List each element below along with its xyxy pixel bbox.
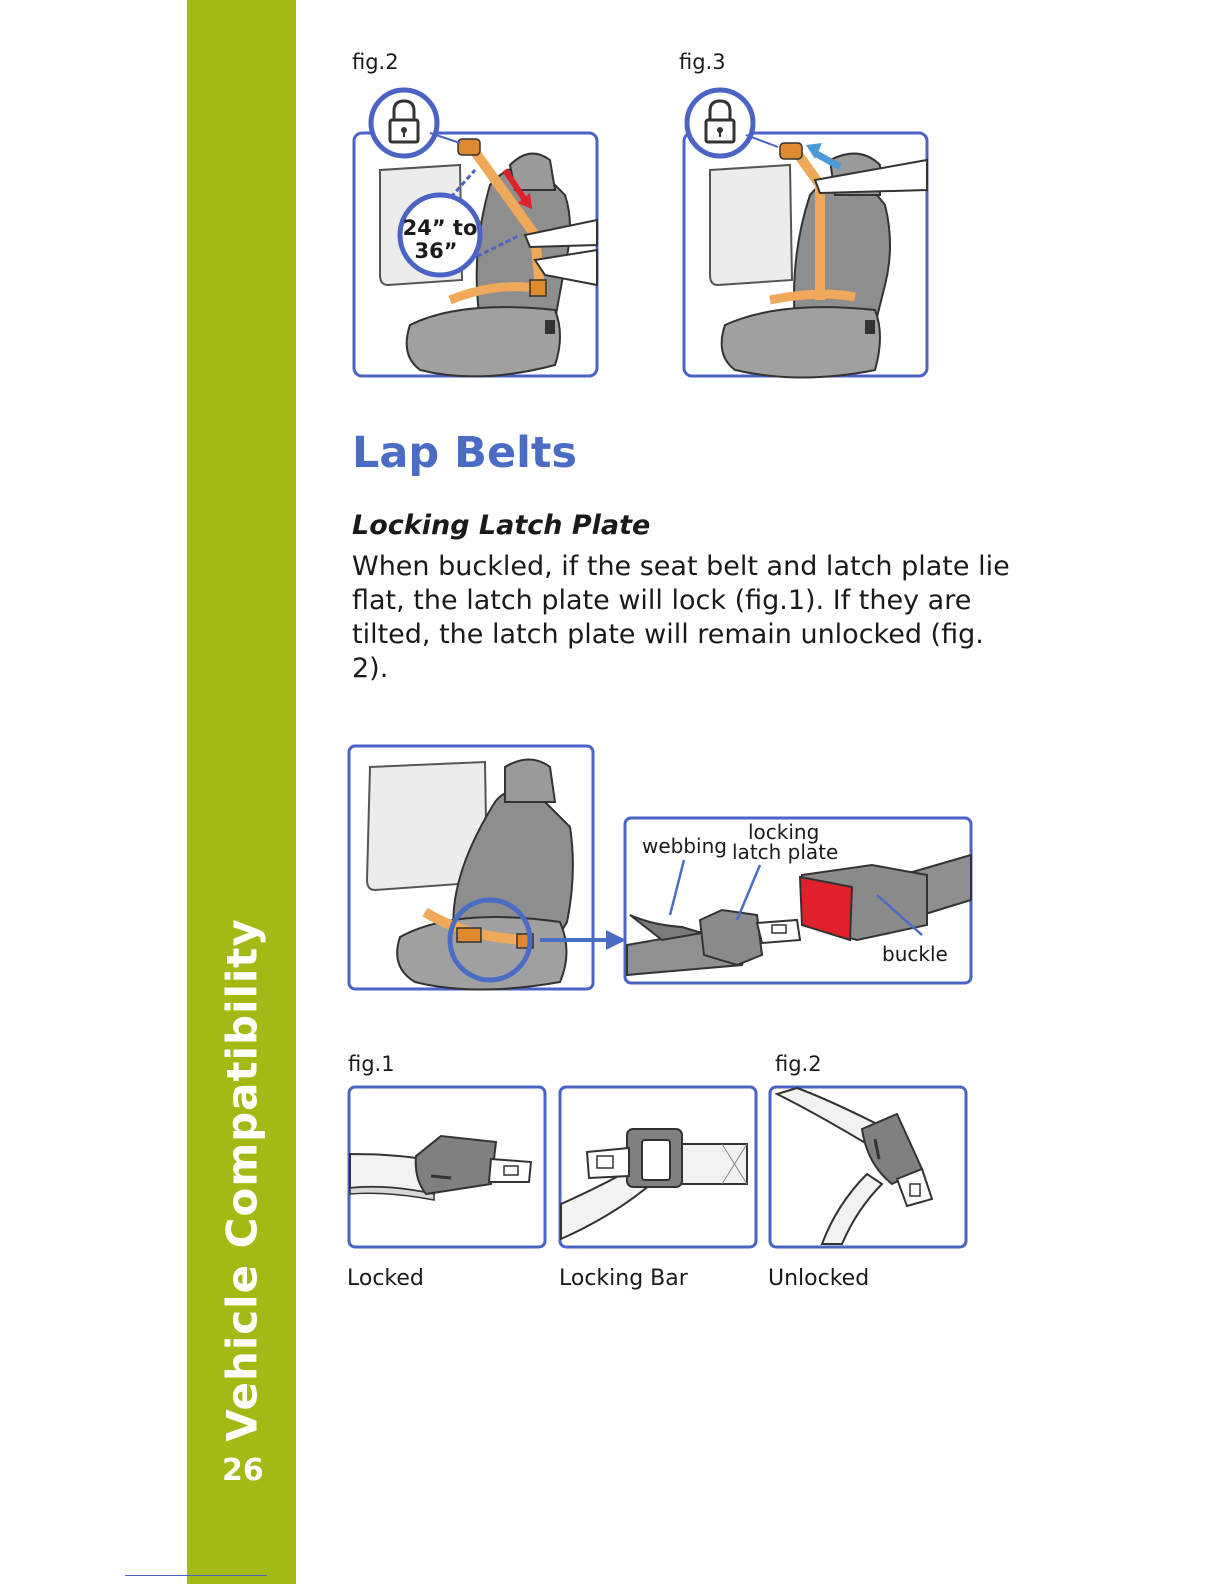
section-heading: Lap Belts (352, 428, 577, 478)
illustration-belt-tighten (340, 85, 610, 395)
connector-arrow (540, 925, 630, 955)
label-latch-plate: latch plate (732, 840, 839, 864)
lock-icon (371, 90, 437, 156)
illustration-unlocked (767, 1084, 969, 1250)
caption-unlocked: Unlocked (768, 1266, 870, 1291)
page-number: 26 (222, 1453, 264, 1488)
label-locking: locking (748, 820, 820, 844)
caption-locked: Locked (347, 1266, 424, 1291)
sidebar-title: Vehicle Compatibility (217, 918, 267, 1442)
footer-rule (125, 1575, 267, 1576)
illustration-lap-belt-seat (345, 742, 600, 997)
label-webbing: webbing (642, 834, 727, 858)
section-body: When buckled, if the seat belt and latch plate lie flat, the latch plate will lock (fig.1). If they are tilted, the latch plate will remain unlocked (fig. 2). (352, 551, 1010, 684)
label-buckle: buckle (882, 942, 948, 966)
section-subheading: Locking Latch Plate (352, 510, 651, 541)
measure-text-line1: 24” to (402, 216, 478, 240)
fig-label-bottom-left: fig.1 (348, 1052, 395, 1076)
measure-text-line2: 36” (414, 239, 458, 263)
caption-locking-bar: Locking Bar (559, 1266, 688, 1291)
illustration-belt-retract (670, 85, 940, 395)
illustration-locked (346, 1084, 548, 1250)
fig-label-bottom-right: fig.2 (775, 1052, 822, 1076)
fig-label-top-left: fig.2 (352, 50, 399, 74)
lock-icon (687, 90, 753, 156)
illustration-locking-bar (557, 1084, 759, 1250)
fig-label-top-right: fig.3 (679, 50, 726, 74)
illustration-latch-detail (622, 815, 974, 987)
